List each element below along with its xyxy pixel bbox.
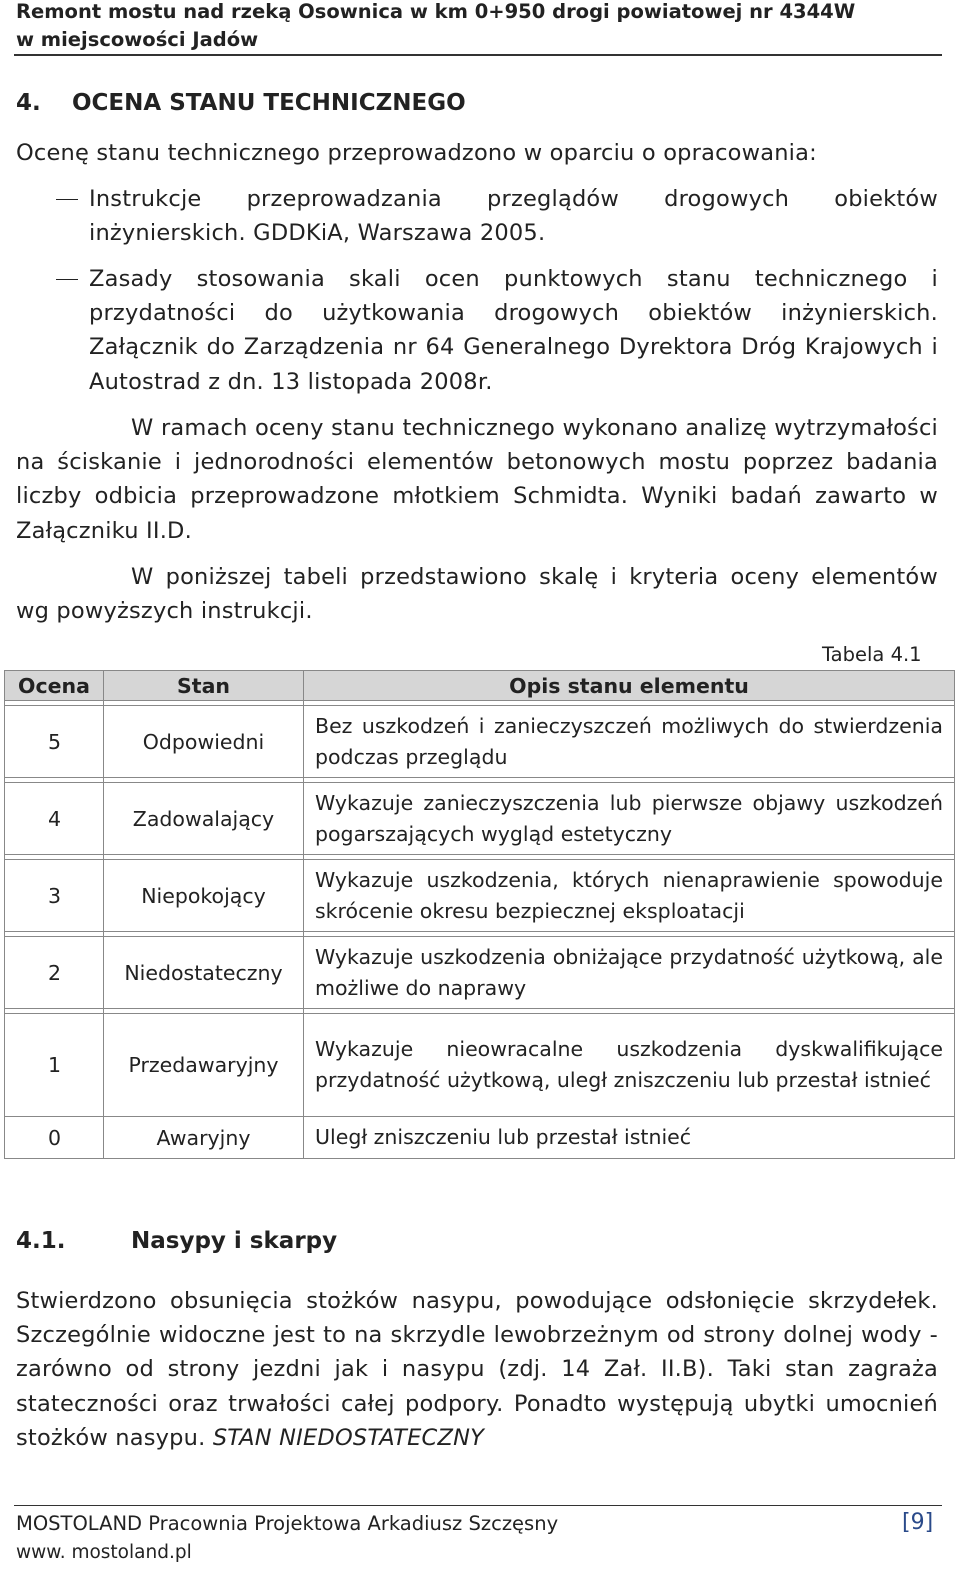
score-cell: 3 xyxy=(5,860,104,932)
subsection-text: Stwierdzono obsunięcia stożków nasypu, powodujące odsłonięcie skrzydełek. Szczególnie widoczne jest to na skrzydle lewobrzeżnym od strony dolnej wody - zarówno od strony jezdni jak i nasypu (zdj. 14 Zał. II.B). Taki stan zagraża stateczności oraz trwałości całej podpory. Ponadto występują ubytki umocnień stożków nasypu. xyxy=(16,1288,938,1451)
rating-table xyxy=(4,670,955,1159)
document-header-title: Remont mostu nad rzeką Osownica w km 0+950 drogi powiatowej nr 4344W xyxy=(16,0,856,23)
column-header-description: Opis stanu elementu xyxy=(304,671,955,701)
footer-url-link[interactable]: www. mostoland.pl xyxy=(16,1542,192,1563)
bullet-text: Zasady stosowania skali ocen punktowych stanu technicznego i przydatności do użytkowania drogowych obiektów inżynierskich. Załącznik do Zarządzenia nr 64 Generalnego Dyrektora Dróg Krajowych i Autostrad z dn. 13 listopada 2008r. xyxy=(89,266,938,395)
intro-paragraph: Ocenę stanu technicznego przeprowadzono w oparciu o opracowania: xyxy=(16,140,817,166)
footer-divider xyxy=(14,1505,942,1506)
score-cell: 0 xyxy=(5,1117,104,1159)
table-row xyxy=(5,1117,955,1159)
table-row xyxy=(5,937,955,1009)
column-header-state: Stan xyxy=(104,671,304,701)
subsection-heading xyxy=(16,1228,337,1254)
state-cell: Odpowiedni xyxy=(104,706,304,778)
bullet-text: Instrukcje przeprowadzania przeglądów drogowych obiektów inżynierskich. GDDKiA, Warszawa 2005. xyxy=(89,186,938,247)
score-cell: 1 xyxy=(5,1014,104,1117)
section-heading xyxy=(16,90,466,116)
analysis-paragraph: W ramach oceny stanu technicznego wykonano analizę wytrzymałości na ściskanie i jednorodności elementów betonowych mostu poprzez badania liczby odbicia przeprowadzone młotkiem Schmidta. Wyniki badań zawarto w Załączniku II.D. xyxy=(16,415,938,544)
table-header-row xyxy=(5,671,955,701)
header-divider xyxy=(14,54,942,56)
table-row xyxy=(5,706,955,778)
section-number: 4. xyxy=(16,90,41,116)
footer-company: MOSTOLAND Pracownia Projektowa Arkadiusz Szczęsny xyxy=(16,1512,559,1535)
score-cell: 2 xyxy=(5,937,104,1009)
score-cell: 4 xyxy=(5,783,104,855)
condition-verdict: STAN NIEDOSTATECZNY xyxy=(212,1424,485,1451)
table-row xyxy=(5,1014,955,1117)
dash-bullet-icon xyxy=(56,279,78,280)
state-cell: Awaryjny xyxy=(104,1117,304,1159)
state-cell: Niepokojący xyxy=(104,860,304,932)
description-cell: Uległ zniszczeniu lub przestał istnieć xyxy=(304,1117,955,1159)
score-cell: 5 xyxy=(5,706,104,778)
description-cell: Wykazuje uszkodzenia obniżające przydatność użytkową, ale możliwe do naprawy xyxy=(304,937,955,1009)
table-row xyxy=(5,860,955,932)
table-caption: Tabela 4.1 xyxy=(822,643,922,666)
section-title: OCENA STANU TECHNICZNEGO xyxy=(72,90,466,116)
description-cell: Wykazuje nieowracalne uszkodzenia dyskwalifikujące przydatność użytkową, uległ zniszczeniu lub przestał istnieć xyxy=(304,1014,955,1117)
table-intro-paragraph: W poniższej tabeli przedstawiono skalę i kryteria oceny elementów wg powyższych instrukcji. xyxy=(16,564,938,625)
table-row xyxy=(5,783,955,855)
subsection-number: 4.1. xyxy=(16,1228,66,1254)
state-cell: Przedawaryjny xyxy=(104,1014,304,1117)
dash-bullet-icon xyxy=(56,199,78,200)
subsection-title: Nasypy i skarpy xyxy=(131,1228,338,1254)
state-cell: Zadowalający xyxy=(104,783,304,855)
column-header-score: Ocena xyxy=(5,671,104,701)
subsection-paragraph xyxy=(16,1284,938,1455)
description-cell: Wykazuje zanieczyszczenia lub pierwsze objawy uszkodzeń pogarszających wygląd estetyczny xyxy=(304,783,955,855)
description-cell: Bez uszkodzeń i zanieczyszczeń możliwych do stwierdzenia podczas przeglądu xyxy=(304,706,955,778)
page-number: [9] xyxy=(902,1510,934,1535)
document-header-location: w miejscowości Jadów xyxy=(16,28,259,51)
description-cell: Wykazuje uszkodzenia, których nienaprawienie spowoduje skrócenie okresu bezpiecznej eksploatacji xyxy=(304,860,955,932)
state-cell: Niedostateczny xyxy=(104,937,304,1009)
